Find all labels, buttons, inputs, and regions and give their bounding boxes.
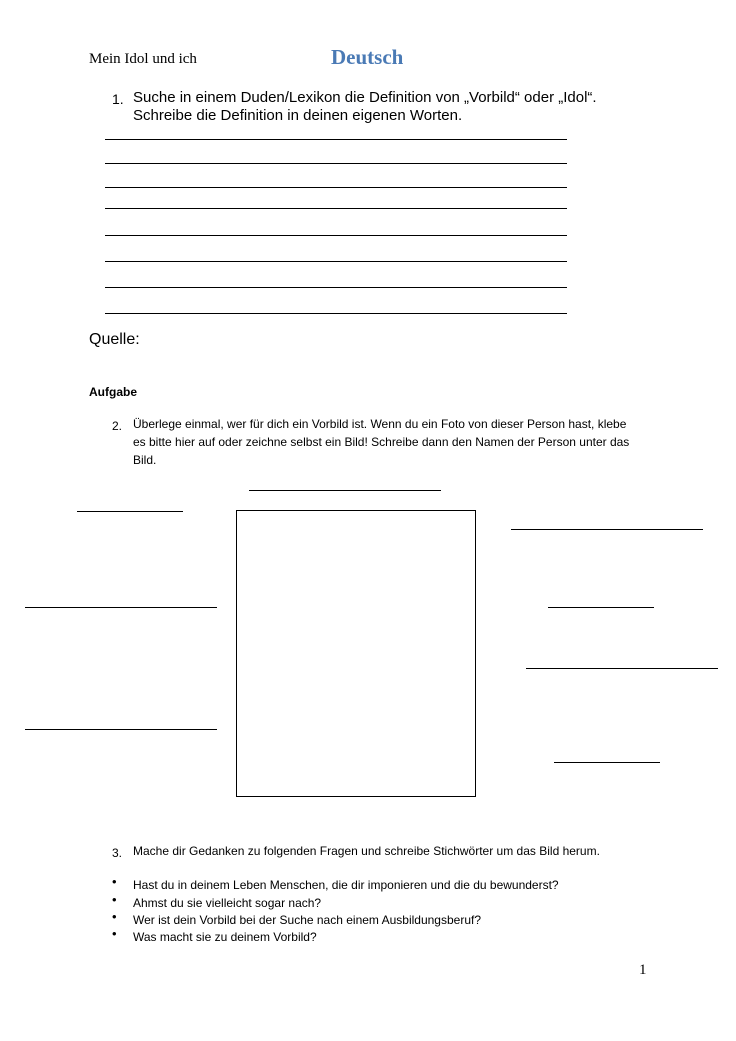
writing-line[interactable] xyxy=(105,287,567,288)
bullet-icon: • xyxy=(112,874,117,889)
question-item: Hast du in deinem Leben Menschen, die dir imponieren und die du bewunderst? xyxy=(133,878,559,892)
task-1-number: 1. xyxy=(112,91,124,107)
keyword-line[interactable] xyxy=(511,529,703,530)
bullet-icon: • xyxy=(112,909,117,924)
writing-line[interactable] xyxy=(105,235,567,236)
writing-line[interactable] xyxy=(105,313,567,314)
source-label: Quelle: xyxy=(89,331,140,348)
bullet-icon: • xyxy=(112,926,117,941)
task-2-line-1: Überlege einmal, wer für dich ein Vorbild ist. Wenn du ein Foto von dieser Person hast, klebe xyxy=(133,417,627,431)
picture-frame[interactable] xyxy=(236,510,476,797)
task-1-line-2: Schreibe die Definition in deinen eigenen Worten. xyxy=(133,107,463,124)
question-item: Wer ist dein Vorbild bei der Suche nach einem Ausbildungsberuf? xyxy=(133,913,481,927)
task-2-line-3: Bild. xyxy=(133,453,157,467)
task-2-number: 2. xyxy=(112,419,123,433)
task-1-line-1: Suche in einem Duden/Lexikon die Definition von „Vorbild“ oder „Idol“. xyxy=(133,89,597,106)
task-3-number: 3. xyxy=(112,846,123,860)
task-2-line-2: es bitte hier auf oder zeichne selbst ein Bild! Schreibe dann den Namen der Person unter das xyxy=(133,435,630,449)
keyword-line[interactable] xyxy=(554,762,660,763)
name-line[interactable] xyxy=(249,490,441,491)
keyword-line[interactable] xyxy=(548,607,654,608)
page-number: 1 xyxy=(639,962,647,978)
task-3-text: Mache dir Gedanken zu folgenden Fragen und schreibe Stichwörter um das Bild herum. xyxy=(133,844,600,858)
section-heading: Aufgabe xyxy=(89,385,137,399)
subject-title: Deutsch xyxy=(331,45,404,69)
keyword-line[interactable] xyxy=(526,668,718,669)
keyword-line[interactable] xyxy=(25,729,217,730)
writing-line[interactable] xyxy=(105,261,567,262)
writing-line[interactable] xyxy=(105,187,567,188)
bullet-icon: • xyxy=(112,892,117,907)
document-subtitle: Mein Idol und ich xyxy=(89,51,197,67)
question-item: Ahmst du sie vielleicht sogar nach? xyxy=(133,896,322,910)
writing-line[interactable] xyxy=(105,139,567,140)
keyword-line[interactable] xyxy=(77,511,183,512)
writing-line[interactable] xyxy=(105,208,567,209)
question-item: Was macht sie zu deinem Vorbild? xyxy=(133,930,317,944)
keyword-line[interactable] xyxy=(25,607,217,608)
writing-line[interactable] xyxy=(105,163,567,164)
